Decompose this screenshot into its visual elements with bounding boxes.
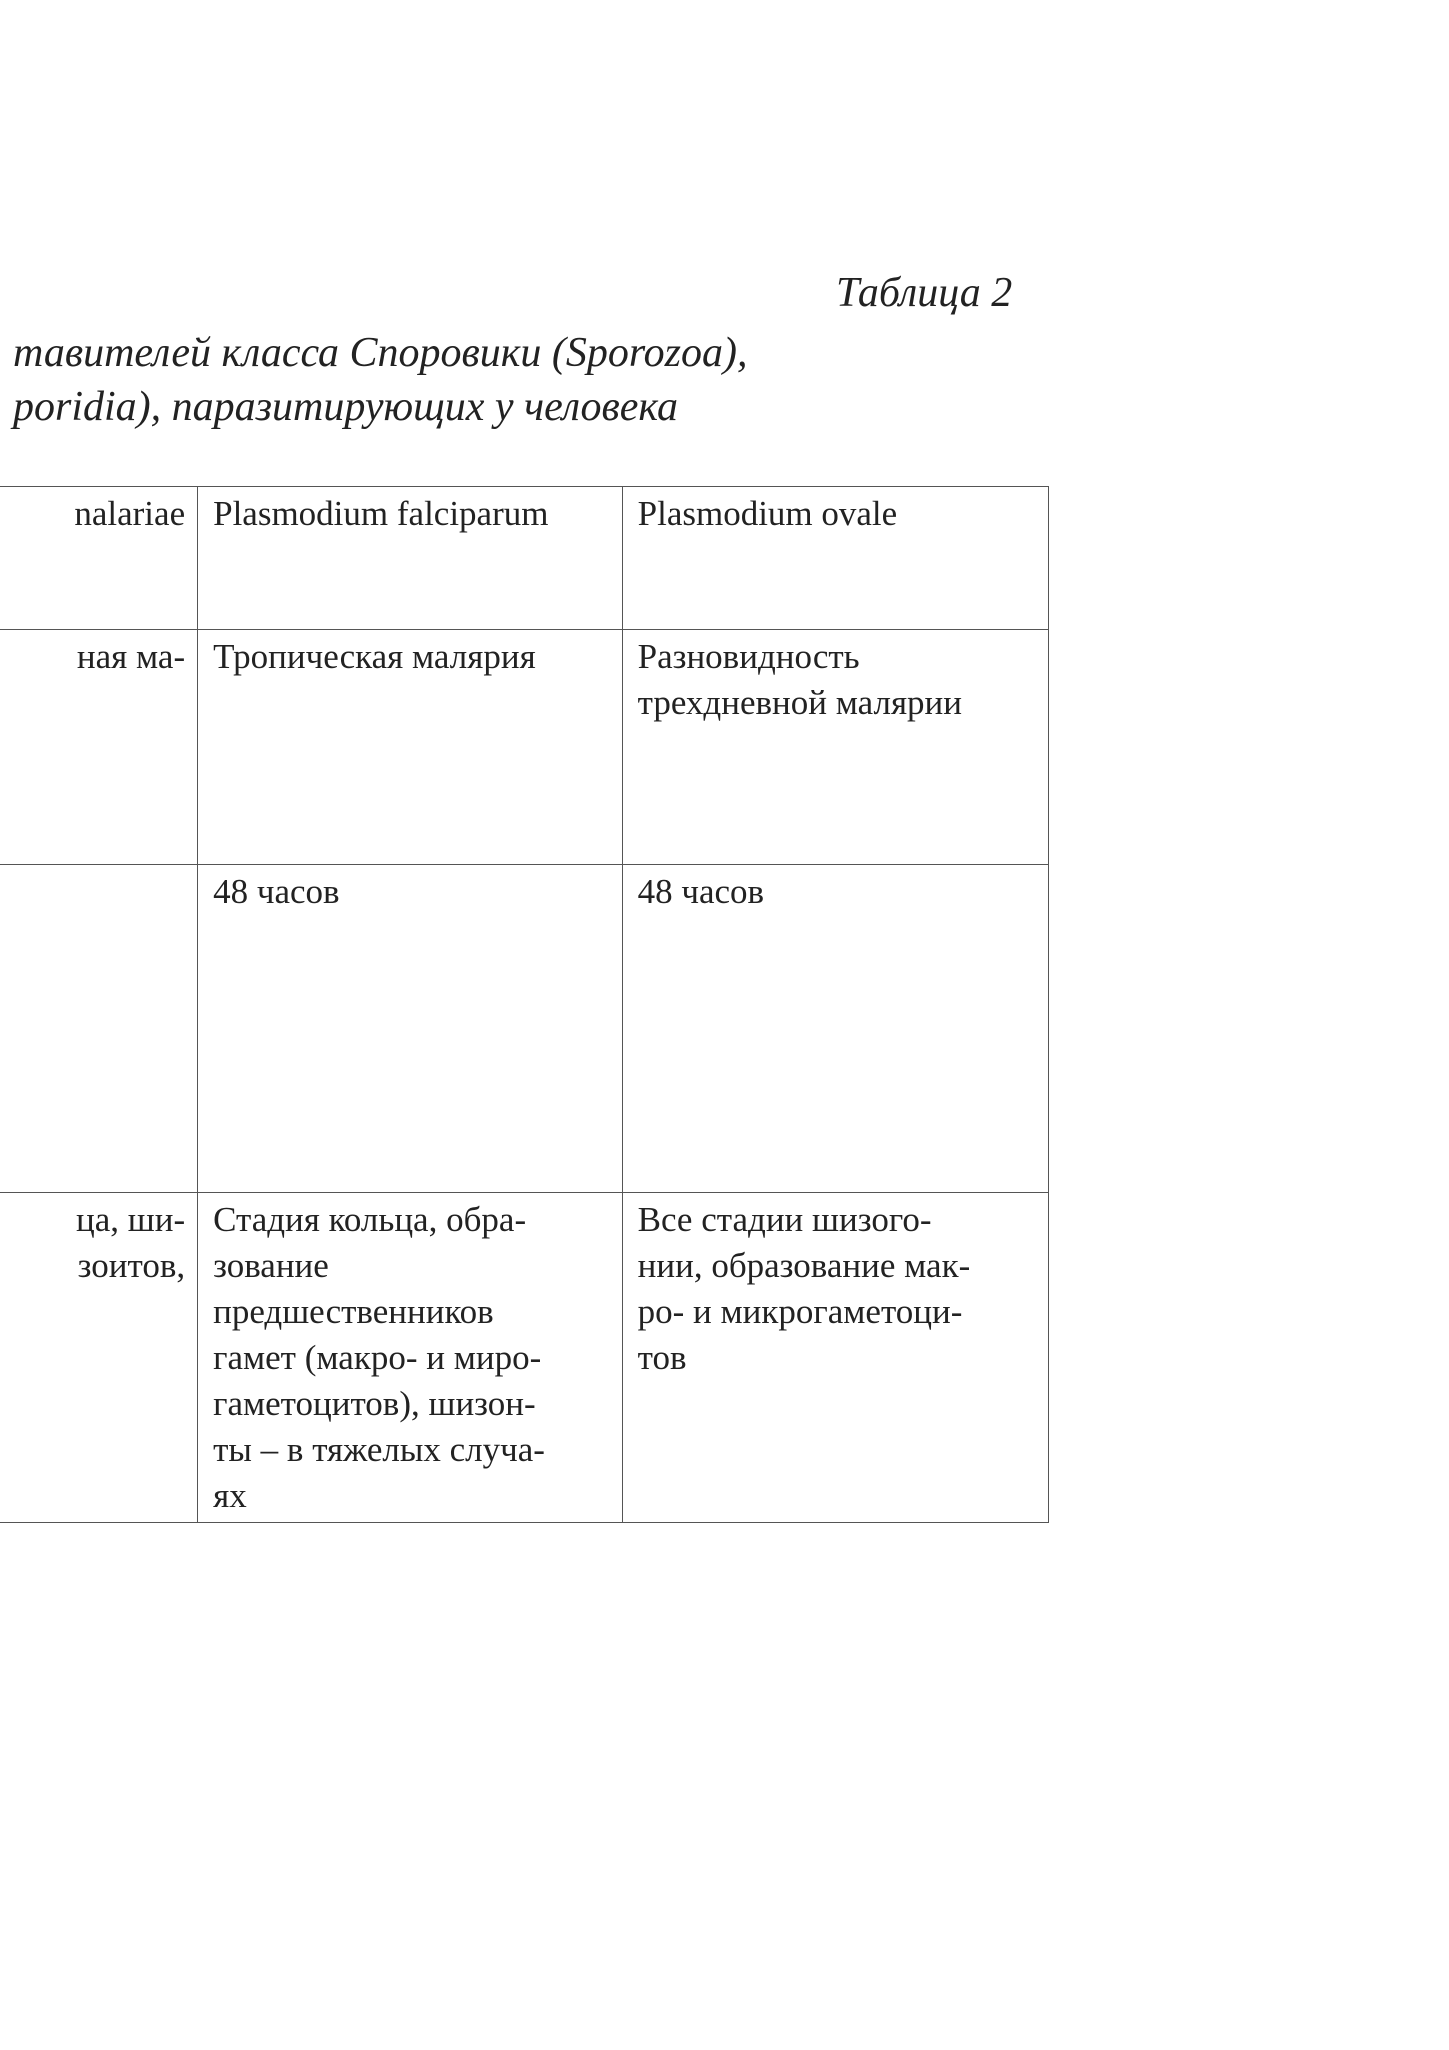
table-cell xyxy=(622,487,1048,630)
table-row xyxy=(0,630,1049,865)
cell-text: Все стадии шизого- нии, образование мак- ро- и микрогаметоци- тов xyxy=(637,1200,971,1377)
cell-text: 48 часов xyxy=(213,872,340,911)
table-caption: Таблица 2 xyxy=(836,270,1013,316)
species-comparison-table xyxy=(0,486,1049,1523)
cell-text: Стадия кольца, обра- зование предшественников гамет (макро- и миро- гаметоцитов), шизон- ты – в тяжелых случа- ях xyxy=(213,1200,545,1515)
table-cell xyxy=(198,630,623,865)
table-cell xyxy=(0,1193,198,1523)
table-cell xyxy=(0,630,198,865)
table-cell xyxy=(0,865,198,1193)
cell-text: nalariae xyxy=(74,494,186,533)
cell-text: ца, ши- зоитов, xyxy=(76,1200,186,1285)
table-cell xyxy=(622,1193,1048,1523)
table-cell xyxy=(0,487,198,630)
cell-text: Plasmodium ovale xyxy=(637,494,898,533)
table-cell xyxy=(198,865,623,1193)
cell-text: Тропическая малярия xyxy=(213,637,536,676)
table-title-line-2: poridia), паразитирующих у человека xyxy=(13,384,679,430)
cell-text: Plasmodium falciparum xyxy=(213,494,549,533)
table-title-line-1: тавителей класса Споровики (Sporozoa), xyxy=(13,330,748,376)
cell-text: Разновидность трехдневной малярии xyxy=(637,637,963,722)
table-cell xyxy=(622,630,1048,865)
cell-text: ная ма- xyxy=(76,637,186,676)
table-row xyxy=(0,1193,1049,1523)
cell-text: 48 часов xyxy=(637,872,765,911)
table-row xyxy=(0,487,1049,630)
table-cell xyxy=(198,487,623,630)
table-row xyxy=(0,865,1049,1193)
table-cell xyxy=(622,865,1048,1193)
table-cell xyxy=(198,1193,623,1523)
